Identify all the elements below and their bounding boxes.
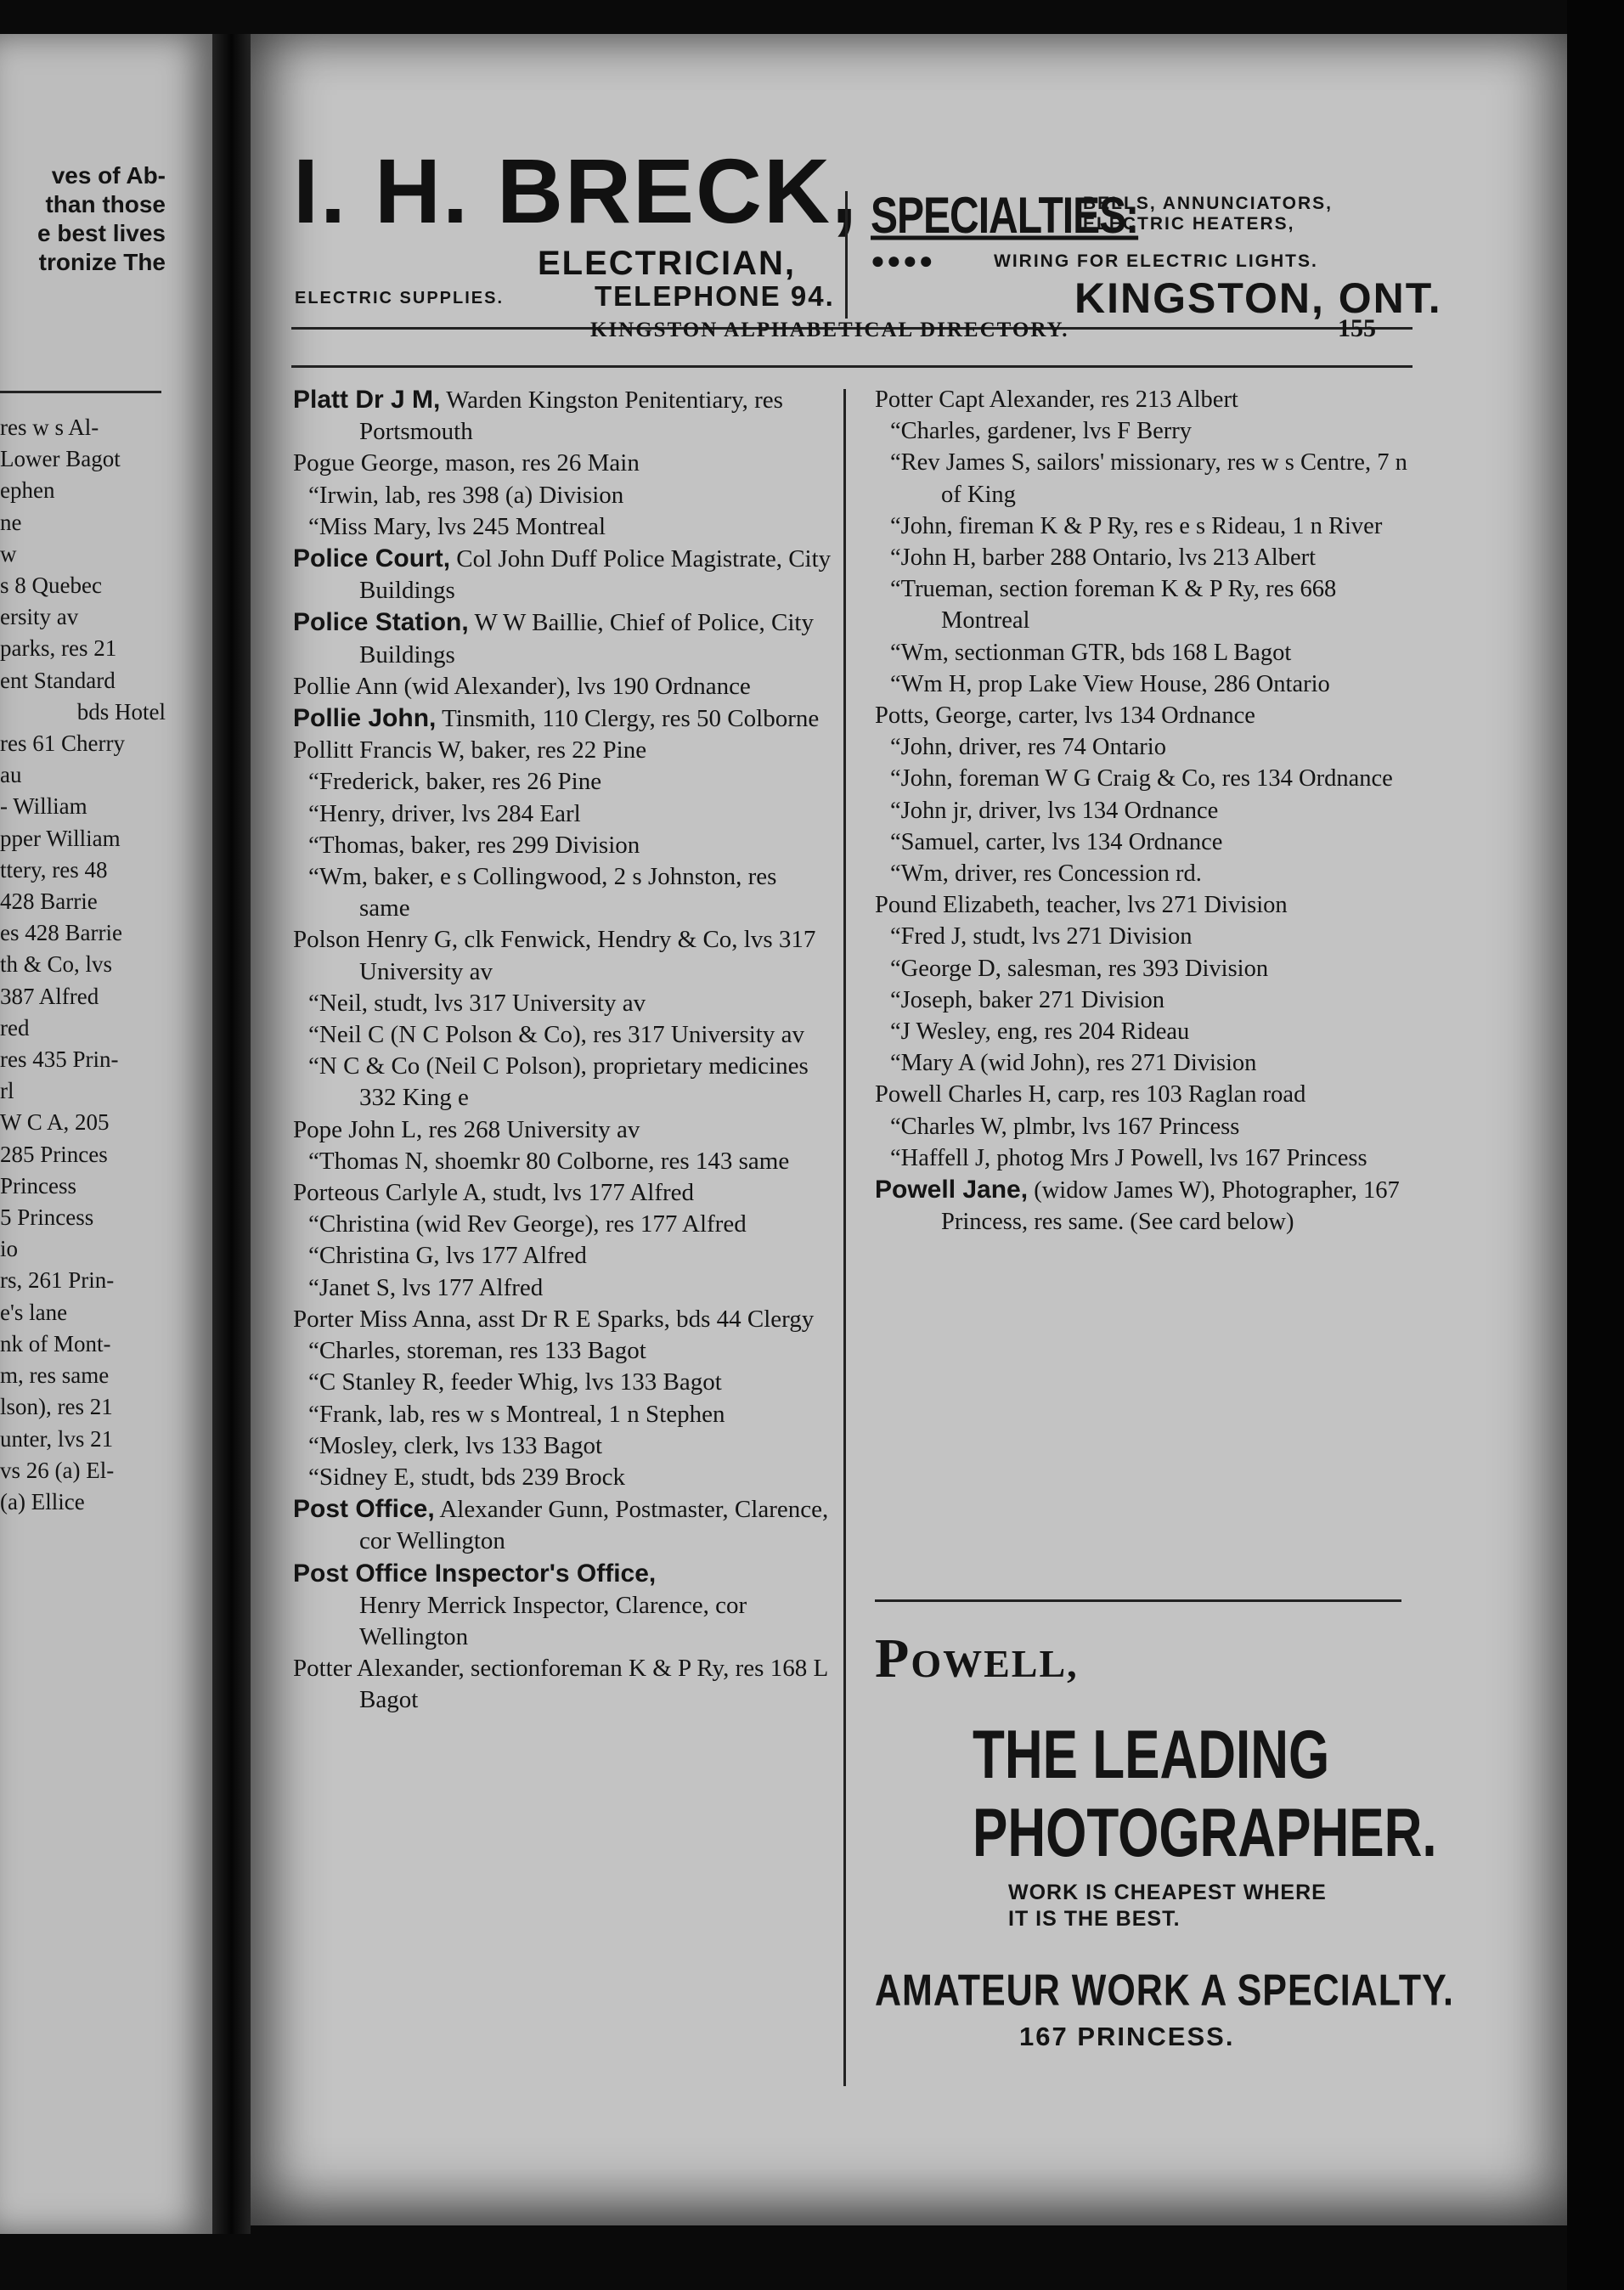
entry-detail: Irwin, lab, res 398 (a) Division bbox=[319, 481, 624, 509]
ditto-mark: “ bbox=[308, 1021, 319, 1049]
left-page-line: th & Co, lvs bbox=[0, 951, 113, 978]
directory-entry bbox=[875, 668, 1410, 700]
left-page-line: (a) Ellice bbox=[0, 1488, 85, 1514]
left-page-line: nk of Mont- bbox=[0, 1330, 111, 1357]
entry-detail: Tinsmith, 110 Clergy, res 50 Colborne bbox=[436, 705, 820, 733]
running-head: KINGSTON ALPHABETICAL DIRECTORY. bbox=[590, 319, 1069, 341]
left-ad-line: than those bbox=[45, 191, 166, 217]
left-page-line: rs, 261 Prin- bbox=[0, 1267, 115, 1294]
left-page-line: parks, res 21 bbox=[0, 635, 117, 662]
entry-detail: Mosley, clerk, lvs 133 Bagot bbox=[319, 1431, 603, 1459]
directory-entry bbox=[875, 731, 1410, 763]
ditto-mark: “ bbox=[308, 1431, 319, 1459]
ditto-mark: “ bbox=[890, 986, 901, 1013]
directory-entry bbox=[875, 510, 1410, 542]
directory-entry bbox=[293, 1146, 832, 1177]
directory-entry bbox=[875, 921, 1410, 952]
ditto-mark: “ bbox=[890, 512, 901, 539]
ditto-mark: “ bbox=[308, 512, 319, 540]
entry-detail: Sidney E, studt, bds 239 Brock bbox=[319, 1463, 625, 1491]
ditto-mark: “ bbox=[308, 799, 319, 827]
directory-entry bbox=[293, 511, 832, 543]
column-divider bbox=[843, 389, 846, 2086]
entry-detail: John, driver, res 74 Ontario bbox=[900, 734, 1166, 761]
left-page-line: w bbox=[0, 540, 17, 567]
specialties-label: SPECIALTIES: bbox=[871, 188, 1139, 245]
ditto-mark: “ bbox=[308, 1052, 319, 1080]
entry-detail: Frederick, baker, res 26 Pine bbox=[319, 768, 602, 796]
ditto-mark: “ bbox=[890, 1018, 901, 1046]
left-column bbox=[293, 384, 832, 1717]
entry-detail: Thomas, baker, res 299 Division bbox=[319, 831, 640, 859]
entry-name: Pollie John, bbox=[293, 704, 437, 733]
advertiser-name: I. H. BRECK, bbox=[293, 139, 860, 242]
left-page-line: Princess bbox=[0, 1172, 76, 1199]
left-page-rule bbox=[0, 391, 161, 393]
left-page-line: unter, lvs 21 bbox=[0, 1425, 114, 1452]
left-ad-line: e best lives bbox=[37, 220, 166, 246]
ditto-mark: “ bbox=[890, 765, 901, 792]
card-rule bbox=[875, 1599, 1401, 1602]
directory-entry: Porteous Carlyle A, studt, lvs 177 Alfred bbox=[293, 1179, 695, 1207]
directory-entry: Potts, George, carter, lvs 134 Ordnance bbox=[875, 702, 1255, 730]
entry-detail: Wm, sectionman GTR, bds 168 L Bagot bbox=[900, 639, 1292, 666]
ad-divider bbox=[845, 191, 848, 319]
directory-entry: Polson Henry G, clk Fenwick, Hendry & Co, lvs 317 University av bbox=[293, 926, 816, 985]
entry-detail: Christina (wid Rev George), res 177 Alfred bbox=[319, 1210, 747, 1238]
entry-detail: John, fireman K & P Ry, res e s Rideau, 1 n River bbox=[900, 512, 1383, 539]
entry-detail: (widow James W), Photographer, 167 Princess, res same. (See card below) bbox=[941, 1177, 1400, 1236]
entry-detail: Miss Mary, lvs 245 Montreal bbox=[319, 512, 606, 540]
entry-detail: Wm, driver, res Concession rd. bbox=[900, 860, 1202, 888]
directory-entry: Porter Miss Anna, asst Dr R E Sparks, bds 44 Clergy bbox=[293, 1305, 815, 1333]
entry-name: Police Station, bbox=[293, 608, 469, 637]
directory-entry bbox=[875, 795, 1410, 826]
directory-entry bbox=[875, 1047, 1410, 1079]
directory-entry bbox=[875, 542, 1410, 573]
left-page-line: rl bbox=[0, 1078, 14, 1104]
directory-entry bbox=[875, 953, 1410, 984]
specialty-line: BELLS, ANNUNCIATORS, bbox=[1083, 194, 1333, 213]
entry-name: Post Office Inspector's Office, bbox=[293, 1559, 657, 1588]
wiring-line: WIRING FOR ELECTRIC LIGHTS. bbox=[994, 251, 1318, 271]
powell-address: 167 PRINCESS. bbox=[1019, 2022, 1235, 2051]
ditto-mark: “ bbox=[890, 449, 901, 477]
entry-detail: Samuel, carter, lvs 134 Ordnance bbox=[900, 828, 1223, 855]
ditto-mark: “ bbox=[308, 863, 319, 891]
directory-entry bbox=[293, 798, 832, 830]
ditto-mark: “ bbox=[890, 639, 901, 666]
left-page-line: au bbox=[0, 762, 22, 788]
specialty-line: ELECTRIC HEATERS, bbox=[1083, 214, 1295, 234]
entry-name: Platt Dr J M, bbox=[293, 386, 441, 414]
left-facing-page bbox=[0, 34, 212, 2234]
left-page-line: - William bbox=[0, 793, 87, 820]
bullet-dots: ●●●● bbox=[871, 248, 935, 274]
slogan-line: IT IS THE BEST. bbox=[1008, 1907, 1181, 1931]
left-page-line: 285 Princes bbox=[0, 1141, 108, 1167]
directory-entry bbox=[875, 415, 1410, 447]
directory-entry bbox=[293, 1493, 832, 1557]
entry-detail: Col John Duff Police Magistrate, City Buildings bbox=[359, 545, 832, 605]
powell-slogan bbox=[1008, 1880, 1327, 1932]
page-number: 155 bbox=[1338, 314, 1376, 342]
powell-card-name bbox=[875, 1627, 1079, 1691]
ditto-mark: “ bbox=[308, 1400, 319, 1428]
left-page-line: s 8 Quebec bbox=[0, 572, 102, 599]
ditto-mark: “ bbox=[308, 1210, 319, 1238]
directory-entry bbox=[293, 861, 832, 924]
directory-entry bbox=[875, 1016, 1410, 1047]
powell-leading: THE LEADING bbox=[973, 1717, 1330, 1793]
directory-entry: Pogue George, mason, res 26 Main bbox=[293, 449, 640, 477]
left-page-line: res w s Al- bbox=[0, 415, 99, 440]
slogan-line: WORK IS CHEAPEST WHERE bbox=[1008, 1881, 1327, 1904]
directory-entry bbox=[293, 988, 832, 1019]
entry-detail: Charles, gardener, lvs F Berry bbox=[900, 418, 1193, 445]
directory-entry: Pope John L, res 268 University av bbox=[293, 1115, 640, 1143]
entry-detail: Janet S, lvs 177 Alfred bbox=[319, 1273, 544, 1301]
left-page-line: es 428 Barrie bbox=[0, 920, 122, 946]
entry-detail: Joseph, baker 271 Division bbox=[900, 986, 1164, 1013]
left-page-line: ne bbox=[0, 509, 22, 535]
right-page-edge bbox=[1567, 0, 1624, 2290]
ditto-mark: “ bbox=[308, 1337, 319, 1365]
entry-detail: Trueman, section foreman K & P Ry, res 668 Montreal bbox=[900, 576, 1337, 635]
directory-entry bbox=[875, 1174, 1410, 1238]
ditto-mark: “ bbox=[308, 481, 319, 509]
directory-entry bbox=[875, 984, 1410, 1016]
directory-entry bbox=[293, 1240, 832, 1272]
book-gutter bbox=[212, 34, 251, 2234]
directory-entry bbox=[875, 573, 1410, 636]
ditto-mark: “ bbox=[308, 1242, 319, 1270]
left-page-line: lson), res 21 bbox=[0, 1394, 113, 1420]
directory-entry bbox=[875, 763, 1410, 794]
running-head-rule bbox=[291, 365, 1413, 368]
entry-name: Powell Jane, bbox=[875, 1176, 1029, 1204]
entry-detail: John jr, driver, lvs 134 Ordnance bbox=[900, 797, 1219, 824]
entry-detail: Neil, studt, lvs 317 University av bbox=[319, 989, 646, 1017]
left-page-line: 5 Princess bbox=[0, 1204, 94, 1231]
entry-detail: Henry, driver, lvs 284 Earl bbox=[319, 799, 581, 827]
ditto-mark: “ bbox=[890, 955, 901, 982]
advertiser-title: ELECTRICIAN, bbox=[538, 245, 796, 282]
entry-detail: Haffell J, photog Mrs J Powell, lvs 167 Princess bbox=[900, 1144, 1367, 1171]
left-page-line: Lower Bagot bbox=[0, 446, 121, 472]
ditto-mark: “ bbox=[308, 1463, 319, 1491]
directory-entry: Powell Charles H, carp, res 103 Raglan road bbox=[875, 1081, 1306, 1108]
left-page-line: io bbox=[0, 1236, 19, 1262]
entry-detail: J Wesley, eng, res 204 Rideau bbox=[900, 1018, 1190, 1046]
ditto-mark: “ bbox=[890, 670, 901, 697]
ditto-mark: “ bbox=[308, 1368, 319, 1396]
left-page-line: ent Standard bbox=[0, 667, 116, 693]
left-page-line: vs 26 (a) El- bbox=[0, 1457, 115, 1483]
directory-entry bbox=[293, 1462, 832, 1493]
directory-entry: Potter Alexander, sectionforeman K & P Ry, res 168 L Bagot bbox=[293, 1655, 828, 1714]
directory-entry bbox=[293, 480, 832, 511]
directory-entry bbox=[293, 1367, 832, 1398]
advertiser-supplies: ELECTRIC SUPPLIES. bbox=[295, 289, 505, 307]
entry-detail: Warden Kingston Penitentiary, res Portsmouth bbox=[359, 386, 783, 446]
entry-detail: Fred J, studt, lvs 271 Division bbox=[900, 923, 1193, 950]
left-ad-line: ves of Ab- bbox=[51, 162, 166, 189]
left-page-line: e's lane bbox=[0, 1299, 68, 1325]
entry-detail: Wm H, prop Lake View House, 286 Ontario bbox=[900, 670, 1330, 697]
left-page-line: bds Hotel bbox=[76, 698, 166, 725]
ditto-mark: “ bbox=[890, 544, 901, 572]
directory-entry bbox=[875, 826, 1410, 858]
left-page-line: res 435 Prin- bbox=[0, 1046, 119, 1073]
entry-detail: C Stanley R, feeder Whig, lvs 133 Bagot bbox=[319, 1368, 722, 1396]
directory-entry bbox=[293, 1558, 832, 1654]
directory-entry bbox=[293, 1272, 832, 1304]
directory-entry bbox=[293, 1399, 832, 1430]
directory-entry bbox=[875, 1111, 1410, 1142]
ditto-mark: “ bbox=[308, 768, 319, 796]
ditto-mark: “ bbox=[890, 828, 901, 855]
entry-detail: George D, salesman, res 393 Division bbox=[900, 955, 1269, 982]
entry-name: Post Office, bbox=[293, 1495, 435, 1524]
powell-initial: P bbox=[875, 1627, 911, 1689]
ditto-mark: “ bbox=[890, 1113, 901, 1140]
directory-entry bbox=[293, 543, 832, 606]
entry-detail: Neil C (N C Polson & Co), res 317 University av bbox=[319, 1021, 804, 1049]
directory-entry bbox=[293, 1051, 832, 1114]
ditto-mark: “ bbox=[890, 418, 901, 445]
directory-entry: Pound Elizabeth, teacher, lvs 271 Division bbox=[875, 892, 1288, 919]
directory-entry bbox=[293, 1209, 832, 1240]
entry-detail: Frank, lab, res w s Montreal, 1 n Stephen bbox=[319, 1400, 725, 1428]
directory-entry bbox=[875, 637, 1410, 668]
ditto-mark: “ bbox=[308, 831, 319, 859]
directory-entry bbox=[293, 1430, 832, 1462]
entry-detail: Charles, storeman, res 133 Bagot bbox=[319, 1337, 646, 1365]
advertiser-city: KINGSTON, ONT. bbox=[1074, 274, 1442, 322]
ditto-mark: “ bbox=[308, 1147, 319, 1175]
entry-detail: Mary A (wid John), res 271 Division bbox=[900, 1050, 1257, 1077]
entry-name: Police Court, bbox=[293, 544, 451, 573]
directory-entry bbox=[293, 384, 832, 448]
directory-entry bbox=[293, 606, 832, 670]
directory-entry bbox=[293, 1335, 832, 1367]
specialties-list bbox=[1083, 194, 1333, 234]
left-page-line: W C A, 205 bbox=[0, 1109, 110, 1136]
left-page-line: m, res same bbox=[0, 1362, 110, 1389]
left-page-line: res 61 Cherry bbox=[0, 730, 125, 757]
left-page-line: ephen bbox=[0, 477, 55, 504]
entry-detail: Thomas N, shoemkr 80 Colborne, res 143 same bbox=[319, 1147, 790, 1175]
left-page-lines bbox=[0, 412, 166, 1518]
directory-entry: Pollitt Francis W, baker, res 22 Pine bbox=[293, 736, 647, 764]
ditto-mark: “ bbox=[890, 860, 901, 888]
directory-entry bbox=[293, 830, 832, 861]
powell-amateur: AMATEUR WORK A SPECIALTY. bbox=[875, 1966, 1454, 2016]
entry-detail: Christina G, lvs 177 Alfred bbox=[319, 1242, 587, 1270]
directory-entry: Pollie Ann (wid Alexander), lvs 190 Ordnance bbox=[293, 672, 751, 700]
directory-entry bbox=[293, 766, 832, 798]
entry-detail: Henry Merrick Inspector, Clarence, cor Wellington bbox=[359, 1591, 747, 1650]
left-page-line: 387 Alfred bbox=[0, 983, 99, 1009]
entry-detail: Wm, baker, e s Collingwood, 2 s Johnston, res same bbox=[319, 863, 777, 922]
entry-detail: John H, barber 288 Ontario, lvs 213 Albert bbox=[900, 544, 1317, 572]
left-page-line: ersity av bbox=[0, 604, 79, 630]
ditto-mark: “ bbox=[890, 923, 901, 950]
ditto-mark: “ bbox=[890, 1050, 901, 1077]
ditto-mark: “ bbox=[890, 797, 901, 824]
directory-entry bbox=[293, 702, 832, 735]
directory-entry bbox=[875, 1142, 1410, 1174]
powell-name-rest: OWELL, bbox=[911, 1642, 1079, 1685]
left-ad-line: tronize The bbox=[38, 249, 166, 275]
left-page-line: pper William bbox=[0, 825, 121, 851]
directory-page bbox=[251, 34, 1567, 2225]
entry-detail: Rev James S, sailors' missionary, res w s Centre, 7 n of King bbox=[900, 449, 1407, 508]
entry-detail: N C & Co (Neil C Polson), proprietary medicines 332 King e bbox=[319, 1052, 809, 1112]
left-page-line: red bbox=[0, 1014, 30, 1041]
ditto-mark: “ bbox=[890, 1144, 901, 1171]
left-page-ad-fragment bbox=[37, 161, 166, 277]
advertiser-phone: TELEPHONE 94. bbox=[595, 280, 835, 312]
entry-detail: W W Baillie, Chief of Police, City Buildings bbox=[359, 609, 814, 668]
directory-entry bbox=[875, 447, 1410, 510]
ditto-mark: “ bbox=[308, 989, 319, 1017]
left-page-line: ttery, res 48 bbox=[0, 856, 108, 883]
ditto-mark: “ bbox=[890, 576, 901, 603]
directory-entry: Potter Capt Alexander, res 213 Albert bbox=[875, 386, 1238, 413]
ditto-mark: “ bbox=[308, 1273, 319, 1301]
entry-detail: Charles W, plmbr, lvs 167 Princess bbox=[900, 1113, 1240, 1140]
left-page-line: 428 Barrie bbox=[0, 888, 98, 915]
ditto-mark: “ bbox=[890, 734, 901, 761]
entry-detail: Alexander Gunn, Postmaster, Clarence, cor Wellington bbox=[359, 1496, 829, 1555]
entry-detail: John, foreman W G Craig & Co, res 134 Ordnance bbox=[900, 765, 1393, 792]
directory-entry bbox=[293, 1019, 832, 1051]
right-column bbox=[875, 384, 1410, 1238]
directory-entry bbox=[875, 858, 1410, 889]
powell-photographer: PHOTOGRAPHER. bbox=[973, 1795, 1437, 1871]
